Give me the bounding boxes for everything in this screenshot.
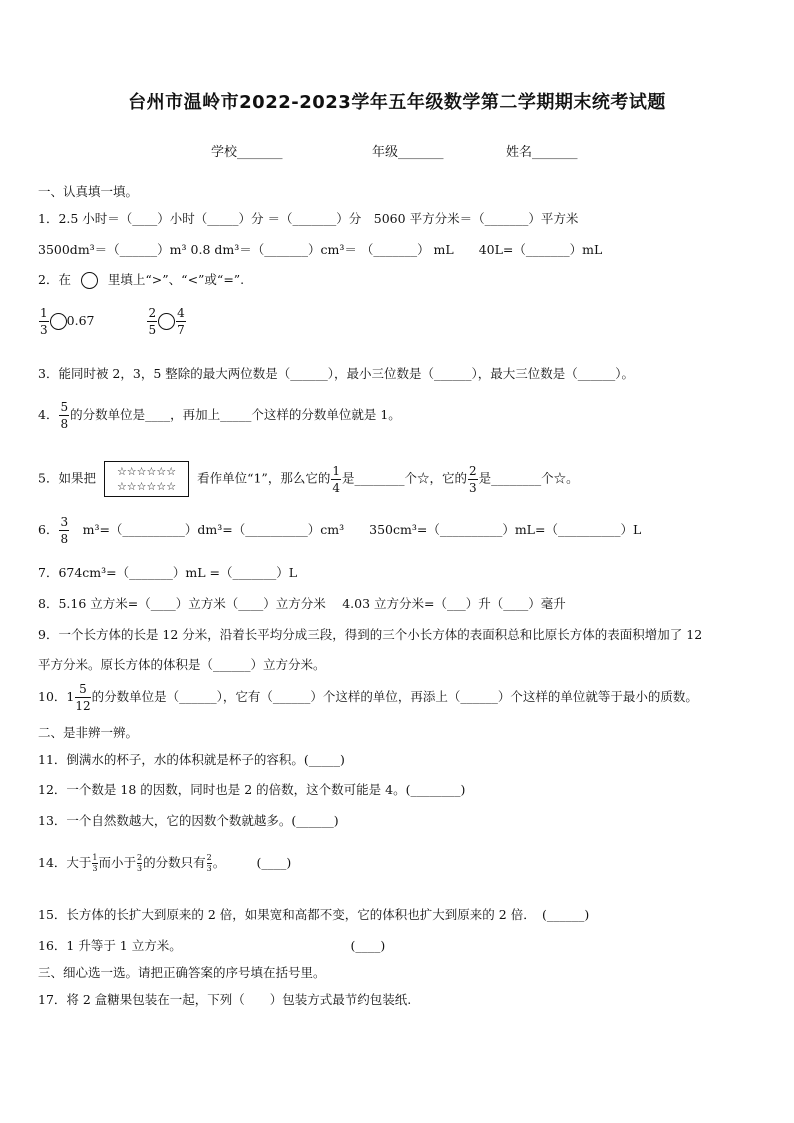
fraction: $\frac{2}{3}$	[137, 853, 143, 873]
fraction: $\frac{1}{4}$	[332, 463, 340, 495]
question-2-prefix: 2．在	[38, 272, 71, 287]
section-heading-1: 一、认真填一填。	[38, 184, 139, 199]
school-field[interactable]: 学校_______	[211, 145, 283, 160]
question-9-line-2: 平方分米。原长方体的体积是（______）立方分米。	[38, 657, 326, 672]
question-16: 16．1 升等于 1 立方米。 (____)	[38, 938, 386, 953]
question-8: 8．5.16 立方米=（____）立方米（____）立方分米 4.03 立方分米=（___）升（____）毫升	[38, 596, 566, 611]
value: 0.67	[66, 313, 95, 328]
question-7: 7．674cm³=（_______）mL =（_______）L	[38, 565, 298, 580]
answer-circle-1[interactable]	[50, 313, 67, 330]
question-4: 4． $\frac{5}{8}$ 的分数单位是____，再加上_____个这样的分数单位就是 1。	[38, 400, 401, 431]
fraction: $\frac{2}{5}$	[148, 306, 157, 337]
question-15: 15．长方体的长扩大到原来的 2 倍，如果宽和高都不变，它的体积也扩大到原来的 2 倍． (______)	[38, 907, 590, 922]
fraction: $\frac{4}{7}$	[177, 306, 185, 337]
question-13: 13．一个自然数越大，它的因数个数就越多。(______)	[38, 813, 339, 828]
fraction: $\frac{1}{3}$	[92, 853, 98, 873]
question-1-line-1: 1．2.5 小时＝（____）小时（_____）分 ＝（_______）分 5060 平方分米＝（_______）平方米	[38, 211, 579, 226]
star-box	[104, 461, 189, 497]
fraction: $\frac{2}{3}$	[206, 853, 212, 873]
star-row-2: ☆☆☆☆☆☆	[116, 480, 177, 493]
question-17: 17．将 2 盒糖果包装在一起，下列（ ）包装方式最节约包装纸.	[38, 992, 412, 1007]
comparison-circle	[81, 272, 98, 289]
question-11: 11．倒满水的杯子，水的体积就是杯子的容积。(_____)	[38, 752, 345, 767]
question-12: 12．一个数是 18 的因数，同时也是 2 的倍数，这个数可能是 4。(________)	[38, 782, 466, 797]
grade-field[interactable]: 年级_______	[372, 145, 444, 160]
section-heading-2: 二、是非辨一辨。	[38, 725, 139, 740]
question-10: 10．1 $\frac{5}{12}$ 的分数单位是（______），它有（______）个这样的单位，再添上（______）个这样的单位就等于最小的质数。	[38, 682, 698, 713]
question-2-items	[38, 307, 187, 336]
fraction: $\frac{5}{12}$	[75, 682, 91, 713]
answer-circle-2[interactable]	[158, 313, 175, 330]
fraction: $\frac{1}{3}$	[40, 306, 48, 337]
fraction: $\frac{5}{8}$	[60, 400, 69, 431]
question-6: 6． $\frac{3}{8}$ m³=（__________）dm³=（__________）cm³ 350cm³=（__________）mL=（__________）L	[38, 515, 642, 546]
question-9-line-1: 9．一个长方体的长是 12 分米，沿着长平均分成三段，得到的三个小长方体的表面积总和比原长方体的表面积增加了 12	[38, 627, 703, 642]
section-heading-3: 三、细心选一选。请把正确答案的序号填在括号里。	[38, 965, 326, 980]
page-title: 台州市温岭市2022-2023学年五年级数学第二学期期末统考试题	[128, 92, 666, 113]
name-field[interactable]: 姓名_______	[506, 145, 578, 160]
question-14: 14．大于 $\frac{1}{3}$ 而小于 $\frac{2}{3}$ 的分数只有 $\frac{2}{3}$ 。 (____)	[38, 853, 292, 873]
question-1-line-2: 3500dm³＝（______）m³ 0.8 dm³＝（_______）cm³＝ （_______） mL 40L=（_______）mL	[38, 242, 603, 257]
fraction: $\frac{2}{3}$	[468, 463, 477, 495]
question-2	[38, 270, 244, 289]
question-3: 3．能同时被 2，3，5 整除的最大两位数是（______），最小三位数是（______），最大三位数是（______）。	[38, 366, 635, 381]
question-5: 5．如果把 ☆☆☆☆☆☆ ☆☆☆☆☆☆ 看作单位“1”，那么它的 $\frac{1}{4}$ 是________个☆，它的 $\frac{2}{3}$ 是________个☆。	[38, 461, 579, 497]
question-2-instruction: 里填上“>”、“<”或“=”.	[107, 272, 245, 287]
fraction: $\frac{3}{8}$	[60, 515, 69, 546]
star-row-1: ☆☆☆☆☆☆	[116, 465, 177, 478]
